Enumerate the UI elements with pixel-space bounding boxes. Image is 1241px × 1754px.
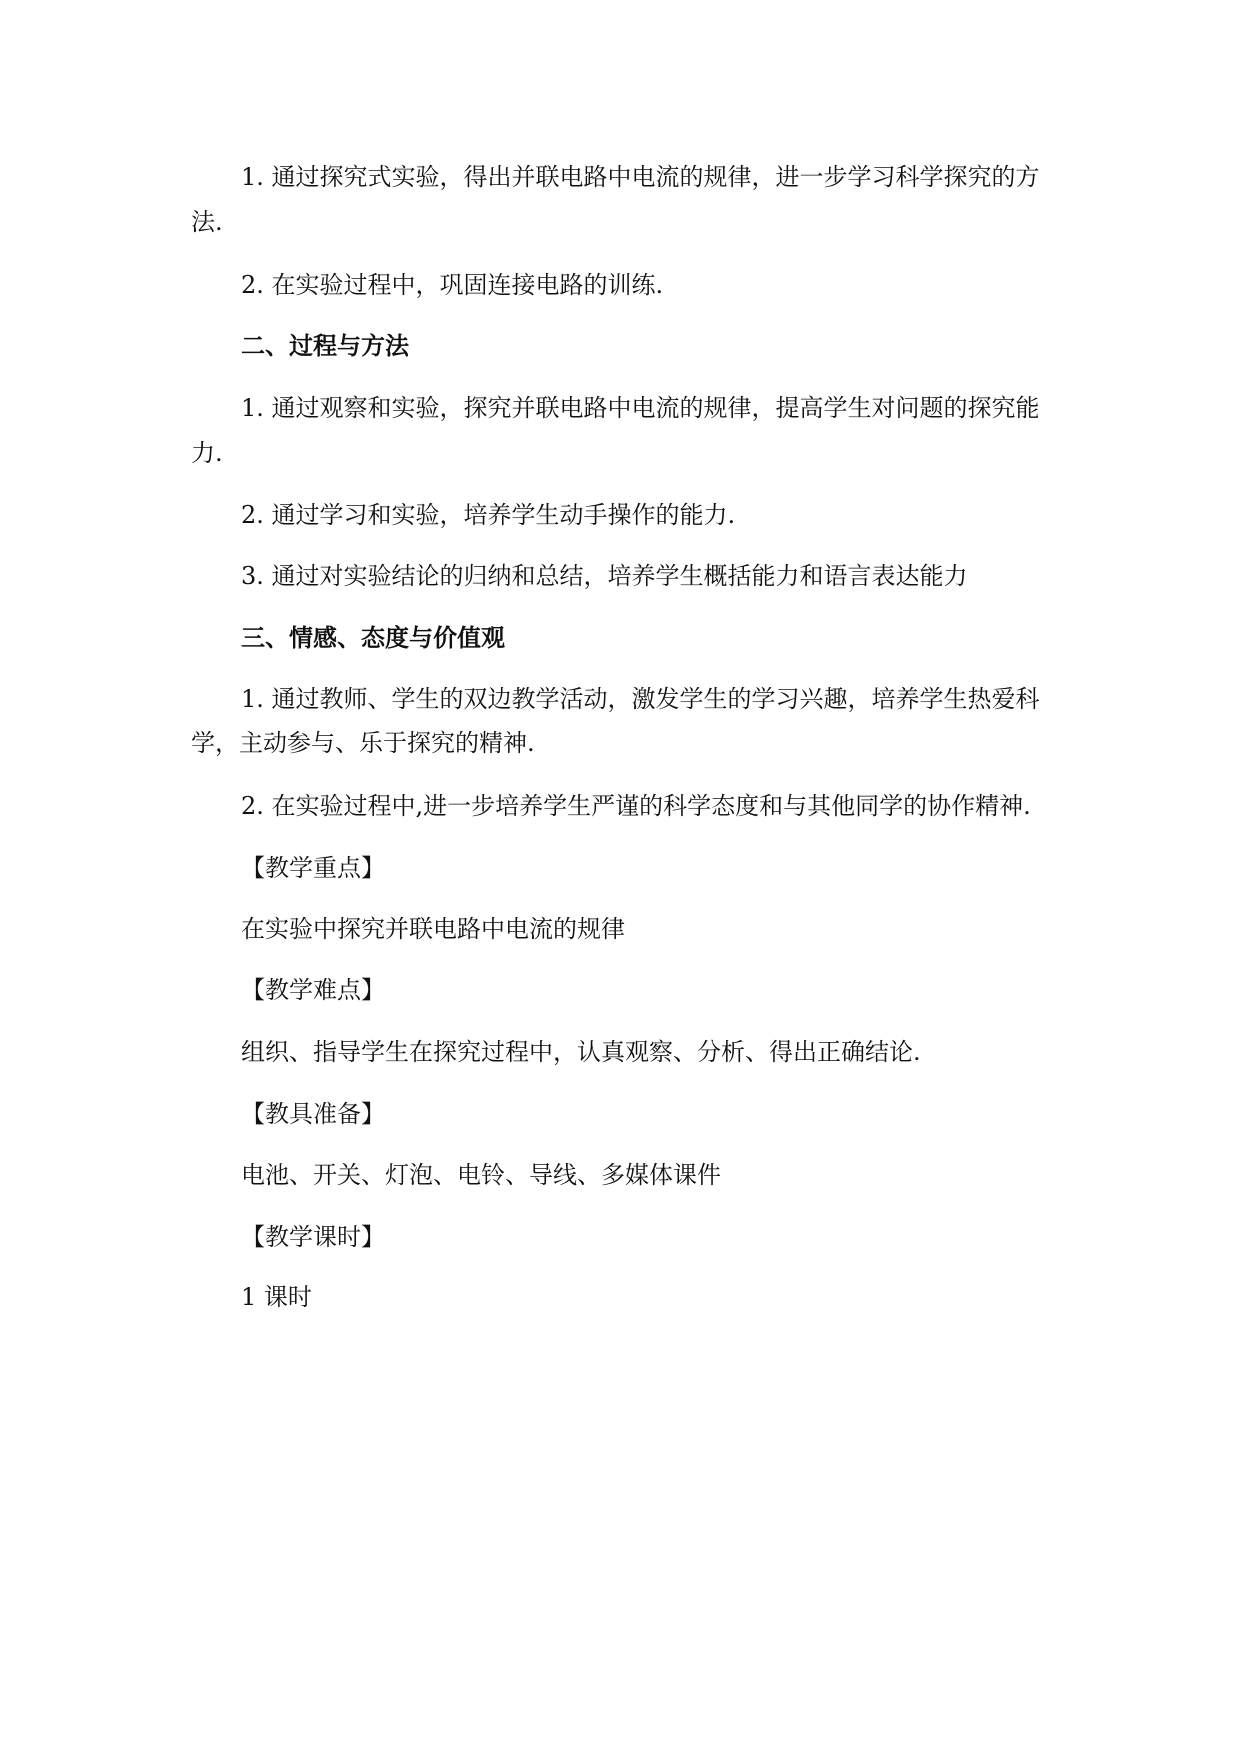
process-item-1-line-2: 力. (191, 439, 223, 467)
emotion-item-1-line-1: 1. 通过教师、学生的双边教学活动，激发学生的学习兴趣，培养学生热爱科 (241, 685, 1040, 713)
knowledge-item-2: 2. 在实验过程中，巩固连接电路的训练. (241, 271, 664, 299)
materials-label: 【教具准备】 (241, 1100, 385, 1128)
process-item-3: 3. 通过对实验结论的归纳和总结，培养学生概括能力和语言表达能力 (241, 562, 968, 590)
process-item-2: 2. 通过学习和实验，培养学生动手操作的能力. (241, 501, 736, 529)
difficulty-label: 【教学难点】 (241, 976, 385, 1004)
knowledge-item-1-line-1: 1. 通过探究式实验，得出并联电路中电流的规律，进一步学习科学探究的方 (241, 163, 1040, 191)
periods-label: 【教学课时】 (241, 1223, 385, 1251)
section-heading-emotion: 三、情感、态度与价值观 (241, 623, 505, 652)
emotion-item-2: 2. 在实验过程中,进一步培养学生严谨的科学态度和与其他同学的协作精神. (241, 792, 1031, 820)
section-heading-process: 二、过程与方法 (241, 331, 409, 360)
difficulty-text: 组织、指导学生在探究过程中，认真观察、分析、得出正确结论. (241, 1038, 921, 1066)
knowledge-item-1-line-2: 法. (191, 208, 223, 236)
emotion-item-1-line-2: 学，主动参与、乐于探究的精神. (191, 729, 535, 757)
periods-text: 1 课时 (241, 1283, 312, 1311)
key-point-text: 在实验中探究并联电路中电流的规律 (241, 915, 625, 943)
materials-text: 电池、开关、灯泡、电铃、导线、多媒体课件 (241, 1161, 721, 1189)
key-point-label: 【教学重点】 (241, 854, 385, 882)
process-item-1-line-1: 1. 通过观察和实验，探究并联电路中电流的规律，提高学生对问题的探究能 (241, 394, 1040, 422)
